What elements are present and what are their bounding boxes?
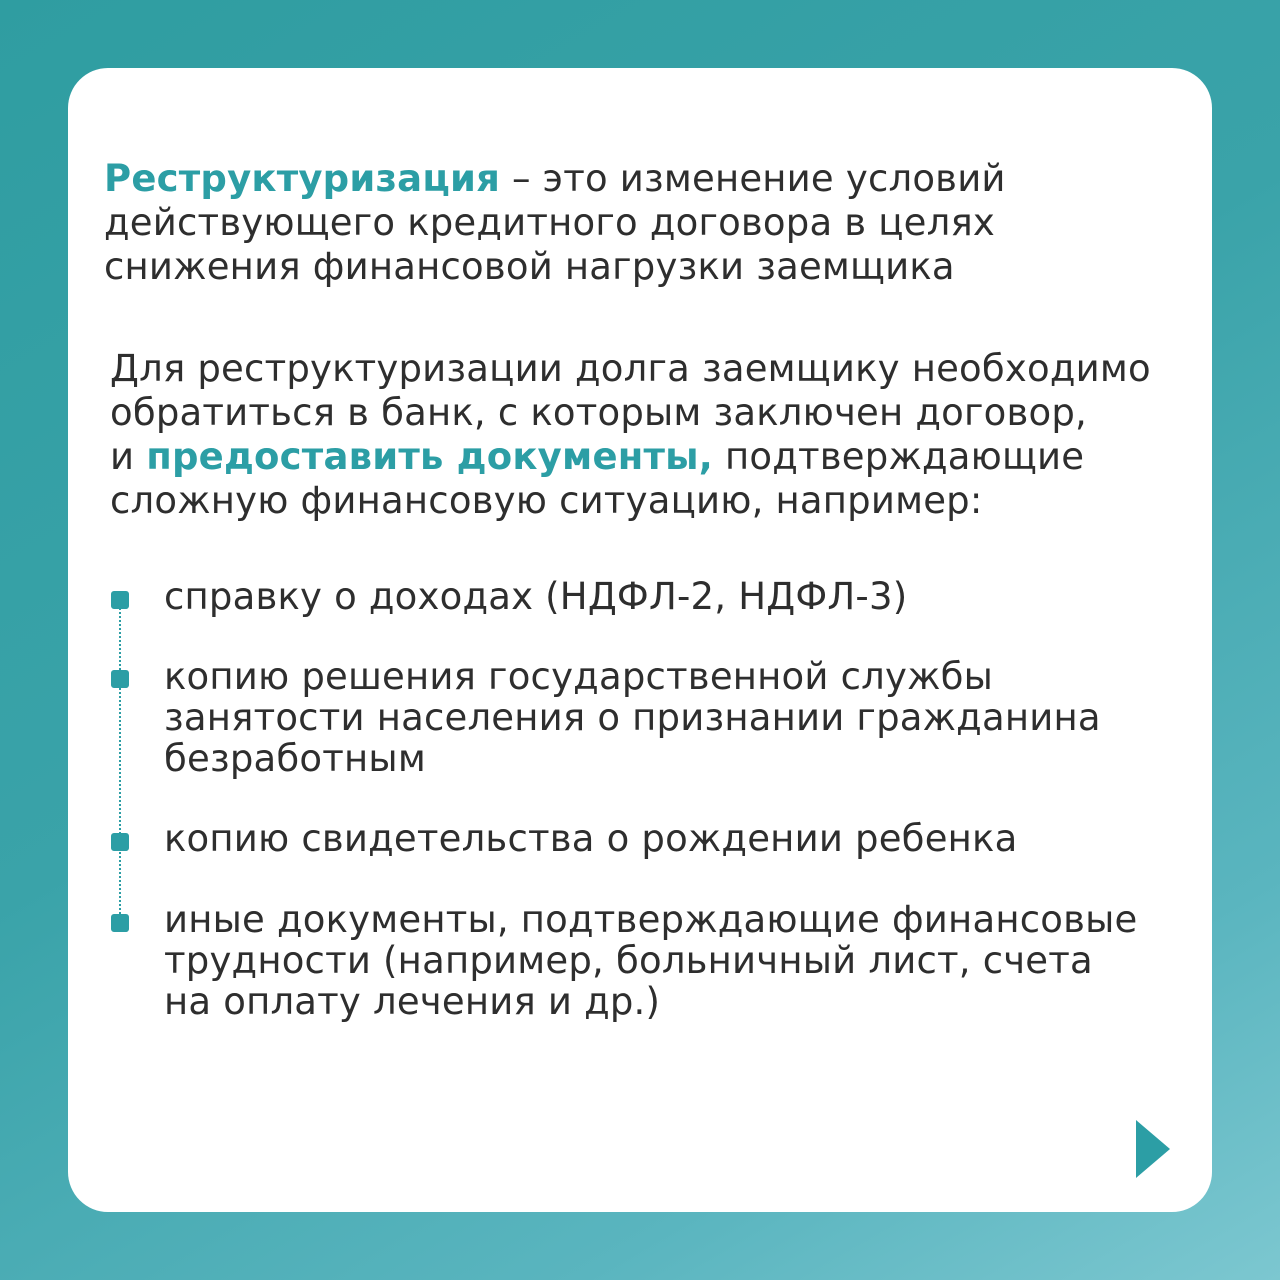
definition-line: – это изменение условий [500,157,1006,200]
instruction-line-prefix: и [110,435,147,478]
instruction-line-suffix: подтверждающие [713,435,1085,478]
list-item: копию свидетельства о рождении ребенка [164,817,1018,860]
square-bullet-icon [111,914,129,932]
definition-paragraph [104,157,1164,289]
definition-term: Реструктуризация [104,157,501,200]
square-bullet-icon [111,670,129,688]
chevron-right-icon[interactable] [1136,1120,1170,1178]
instruction-line: сложную финансовую ситуацию, например: [110,479,983,522]
list-item: копию решения государственной службы занятости населения о признании гражданина безработным [164,655,1101,780]
square-bullet-icon [111,591,129,609]
content-card [68,68,1212,1212]
instruction-paragraph [110,347,1190,523]
list-item: иные документы, подтверждающие финансовые трудности (например, больничный лист, счета на оплату лечения и др.) [164,898,1138,1023]
list-item: справку о доходах (НДФЛ-2, НДФЛ-3) [164,575,908,618]
instruction-line: обратиться в банк, с которым заключен договор, [110,391,1087,434]
instruction-line: Для реструктуризации долга заемщику необходимо [110,347,1151,390]
bullet-connector-line [119,600,121,926]
square-bullet-icon [111,833,129,851]
definition-line: действующего кредитного договора в целях [104,201,996,244]
instruction-highlight: предоставить документы, [146,435,714,478]
definition-line: снижения финансовой нагрузки заемщика [104,245,955,288]
